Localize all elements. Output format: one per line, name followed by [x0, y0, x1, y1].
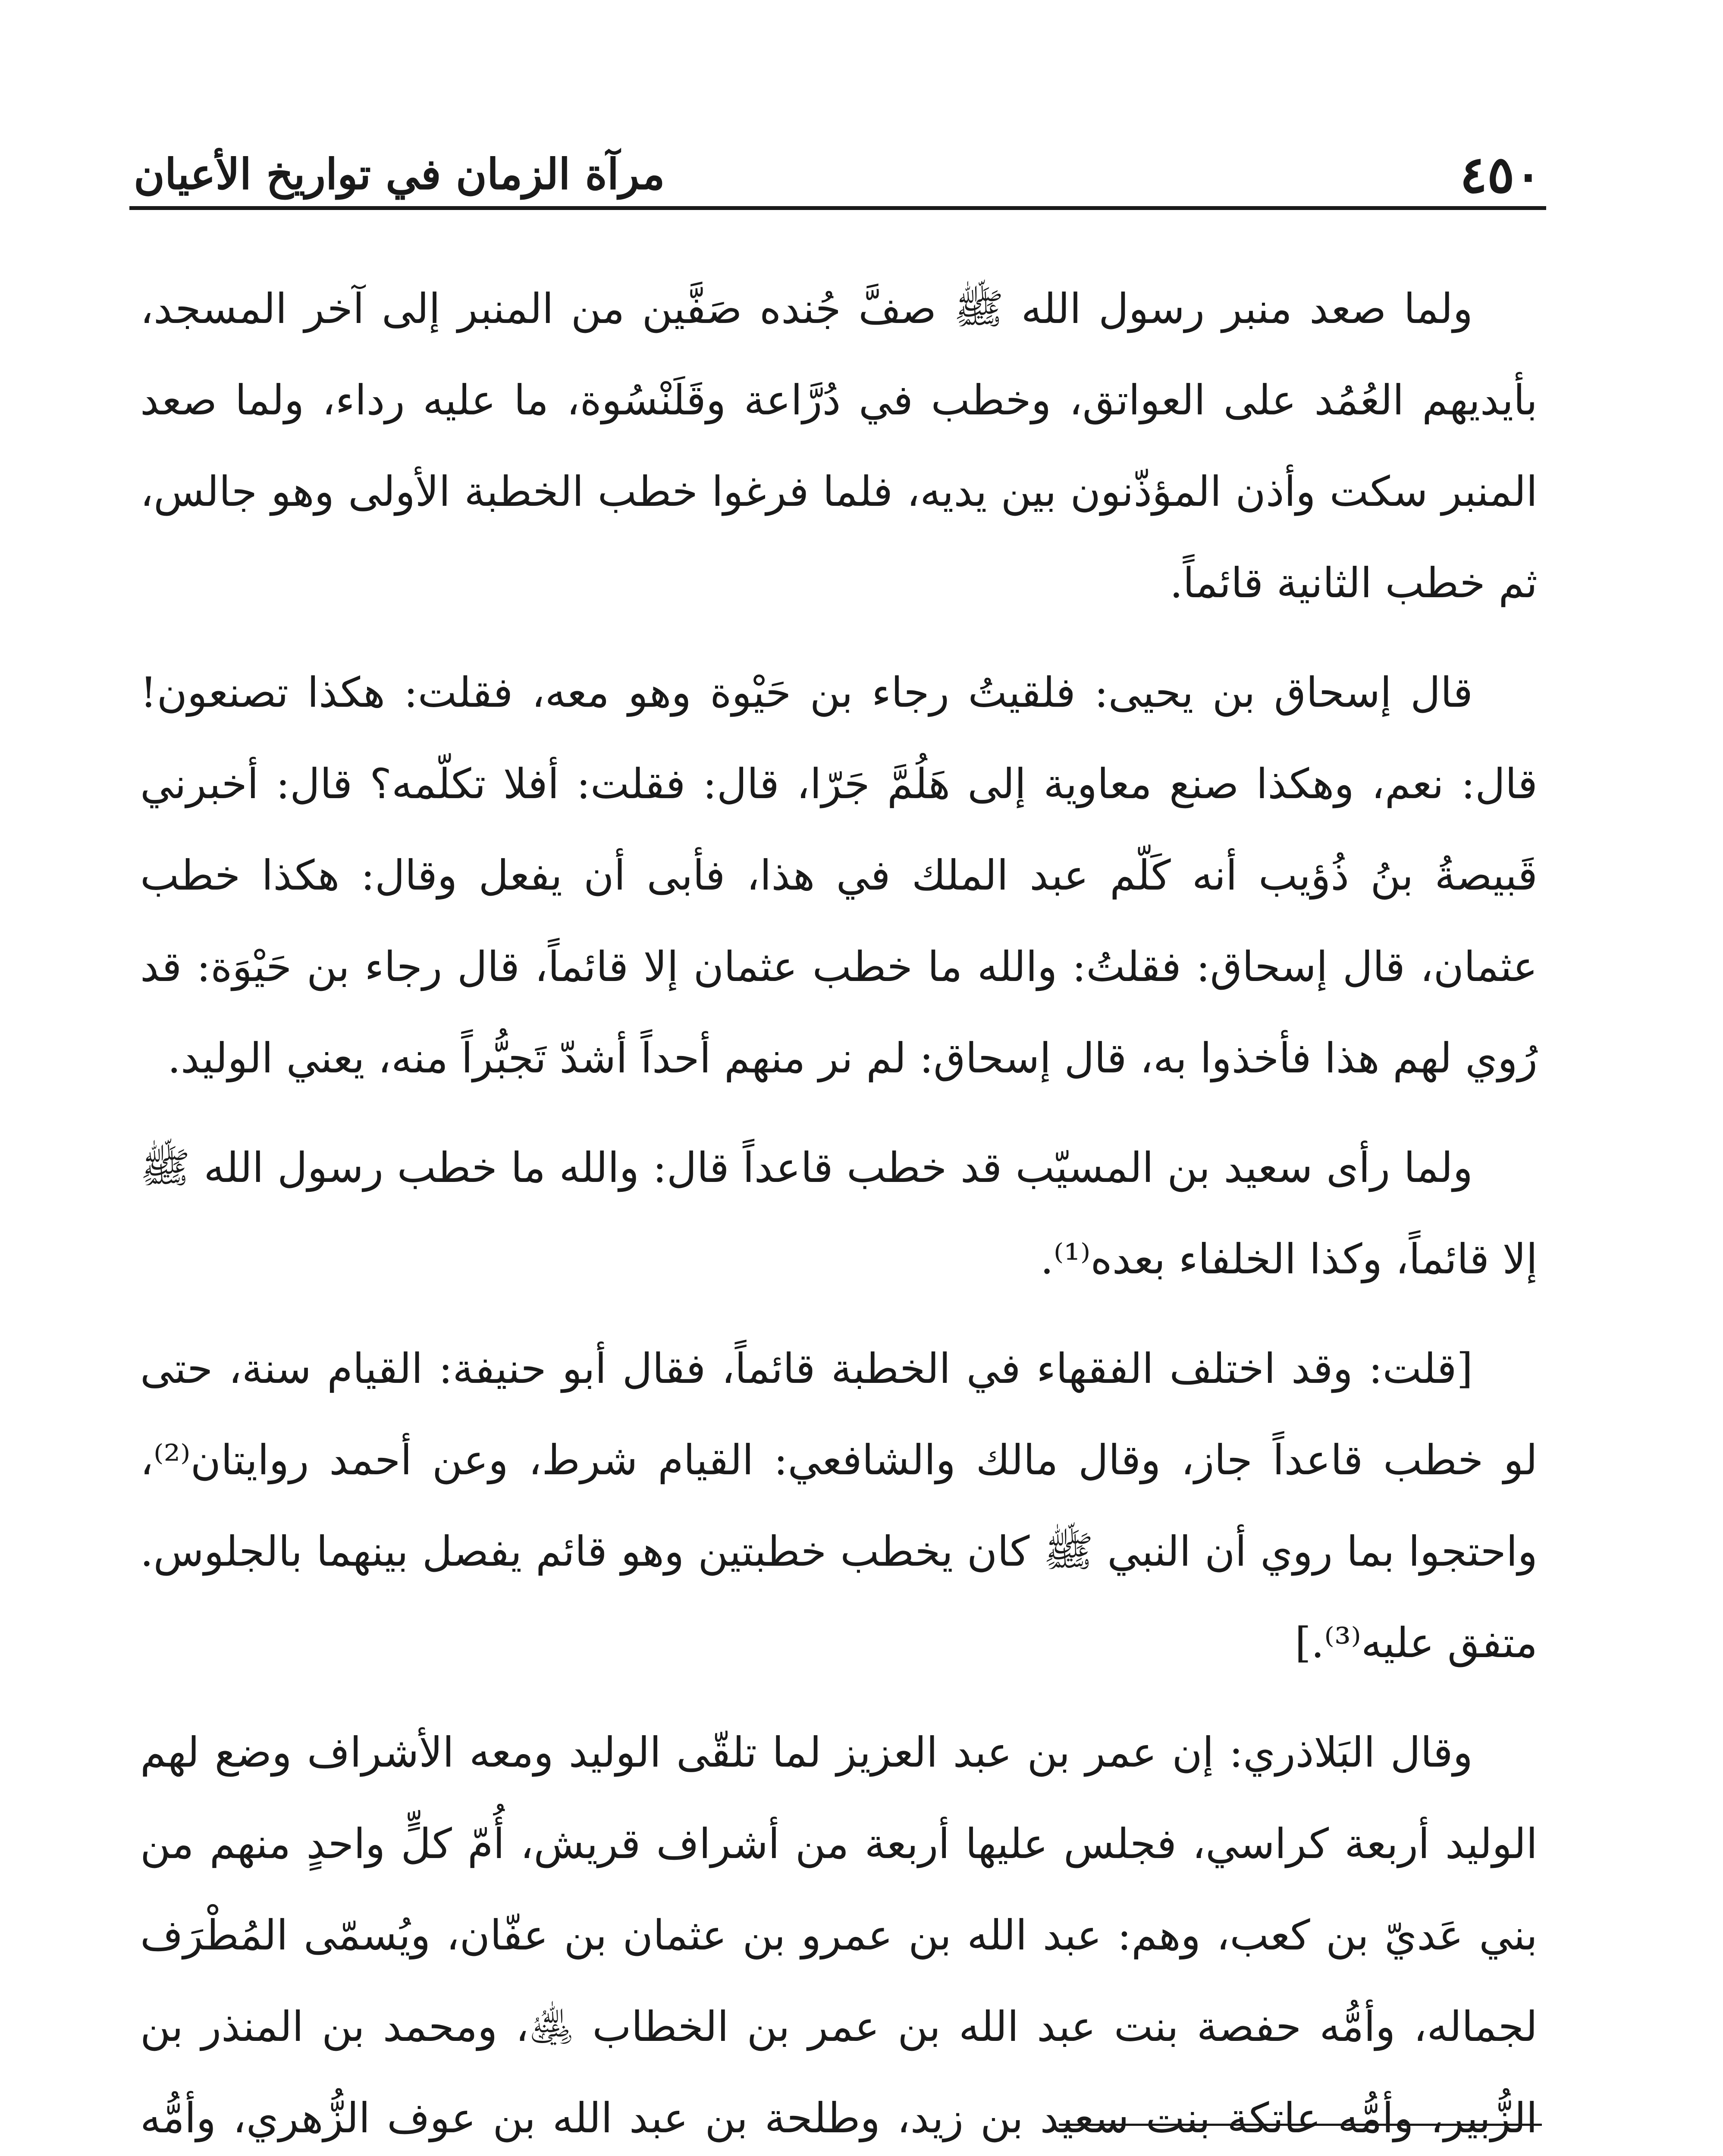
footnote-divider — [1059, 2124, 1542, 2126]
footnotes — [147, 2152, 1538, 2156]
page-number: ٤٥٠ — [1459, 144, 1542, 204]
header-divider — [129, 206, 1546, 210]
paragraph: [قلت: وقد اختلف الفقهاء في الخطبة قائماً، فقال أبو حنيفة: القيام سنة، حتى لو خطب قاعداً جاز، وقال مالك والشافعي: القيام شرط، وعن أحمد روايتان⁽²⁾، واحتجوا بما روي أن النبي ﷺ كان يخطب خطبتين وهو قائم يفصل بينهما بالجلوس. متفق عليه⁽³⁾.] — [140, 1344, 1538, 1667]
running-header — [134, 142, 1542, 216]
paragraph: ولما رأى سعيد بن المسيّب قد خطب قاعداً قال: والله ما خطب رسول الله ﷺ إلا قائماً، وكذا الخلفاء بعده⁽¹⁾. — [140, 1144, 1538, 1283]
main-text — [140, 263, 1538, 2156]
footnote — [147, 2152, 1538, 2156]
paragraph: ولما صعد منبر رسول الله ﷺ صفَّ جُنده صَفَّين من المنبر إلى آخر المسجد، بأيديهم العُمُد على العواتق، وخطب في دُرَّاعة وقَلَنْسُوة، ما عليه رداء، ولما صعد المنبر سكت وأذن المؤذّنون بين يديه، فلما فرغوا خطب الخطبة الأولى وهو جالس، ثم خطب الثانية قائماً. — [140, 285, 1538, 607]
paragraph: قال إسحاق بن يحيى: فلقيتُ رجاء بن حَيْوة وهو معه، فقلت: هكذا تصنعون! قال: نعم، وهكذا صنع معاوية إلى هَلُمَّ جَرّا، قال: فقلت: أفلا تكلّمه؟ قال: أخبرني قَبيصةُ بنُ ذُؤيب أنه كَلّم عبد الملك في هذا، فأبى أن يفعل وقال: هكذا خطب عثمان، قال إسحاق: فقلتُ: والله ما خطب عثمان إلا قائماً، قال رجاء بن حَيْوَة: قد رُوي لهم هذا فأخذوا به، قال إسحاق: لم نر منهم أحداً أشدّ تَجبُّراً منه، يعني الوليد. — [140, 668, 1538, 1082]
book-title: مرآة الزمان في تواريخ الأعيان — [134, 150, 665, 199]
paragraph: وقال البَلاذري: إن عمر بن عبد العزيز لما تلقّى الوليد ومعه الأشراف وضع لهم الوليد أربعة كراسي، فجلس عليها أربعة من أشراف قريش، أُمّ كلٍّ واحدٍ منهم من بني عَديّ بن كعب، وهم: عبد الله بن عمرو بن عثمان بن عفّان، ويُسمّى المُطْرَف لجماله، وأمُّه حفصة بنت عبد الله بن عمر بن الخطاب ﵁، ومحمد بن المنذر بن الزُّبير، وأمُّه عاتكة بنت سعيد بن زيد، وطلحة بن عبد الله بن عوف الزُّهري، وأمُّه — [140, 1728, 1538, 2142]
